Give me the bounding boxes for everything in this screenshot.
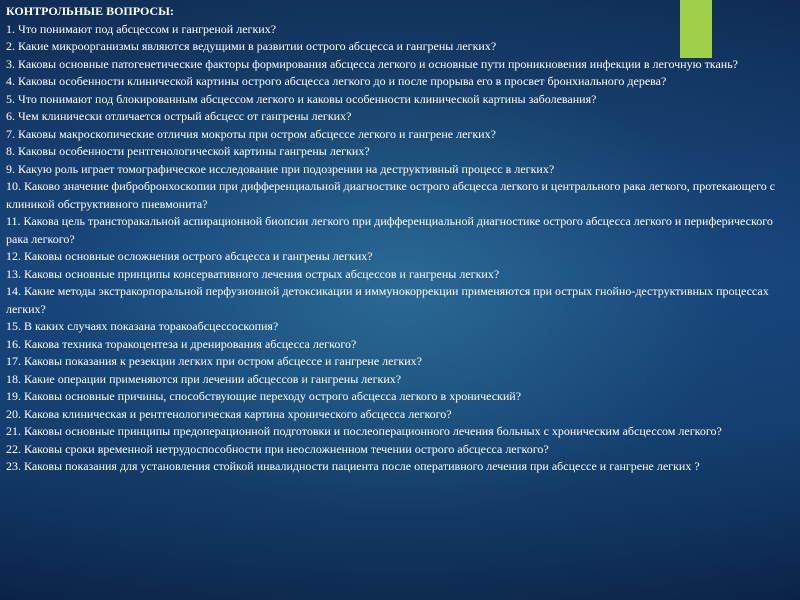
question-item: 23. Каковы показания для установления стойкой инвалидности пациента после оперативного лечения при абсцессе и гангрене легких ?	[6, 459, 700, 473]
question-item: 14. Какие методы экстракорпоральной перфузионной детоксикации и иммунокоррекции применяются при острых гнойно-деструктивных процессах легких?	[6, 284, 769, 316]
questions-section	[6, 3, 786, 476]
question-item: 8. Каковы особенности рентгенологической картины гангрены легких?	[6, 144, 370, 158]
question-item: 19. Каковы основные причины, способствующие переходу острого абсцесса легкого в хронический?	[6, 389, 522, 403]
question-item: 7. Каковы макроскопические отличия мокроты при остром абсцессе легкого и гангрене легких?	[6, 126, 496, 141]
question-item: 20. Какова клиническая и рентгенологическая картина хронического абсцесса легкого?	[6, 406, 452, 421]
question-item: 21. Каковы основные принципы предоперационной подготовки и послеоперационного лечения больных с хроническим абсцессом легкого?	[6, 424, 722, 438]
question-item: 12. Каковы основные осложнения острого абсцесса и гангрены легких?	[6, 249, 373, 263]
question-item: 1. Что понимают под абсцессом и гангреной легких?	[6, 21, 277, 36]
question-item: 18. Какие операции применяются при лечении абсцессов и гангрены легких?	[6, 371, 402, 386]
question-item: 15. В каких случаях показана торакоабсцессоскопия?	[6, 319, 279, 333]
question-item: 6. Чем клинически отличается острый абсцесс от гангрены легких?	[6, 109, 352, 123]
question-item: 5. Что понимают под блокированным абсцессом легкого и каковы особенности клинической картины заболевания?	[6, 91, 597, 106]
question-item: 11. Какова цель трансторакальной аспирационной биопсии легкого при дифференциальной диагностике острого абсцесса легкого и периферического рака легкого?	[6, 214, 773, 246]
question-item: 3. Каковы основные патогенетические факторы формирования абсцесса легкого и основные пути проникновения инфекции в легочную ткань?	[6, 56, 739, 71]
question-item: 16. Какова техника торакоцентеза и дренирования абсцесса легкого?	[6, 336, 357, 351]
question-item: 9. Какую роль играет томографическое исследование при подозрении на деструктивный процесс в легких?	[6, 161, 555, 176]
question-item: 2. Какие микроорганизмы являются ведущими в развитии острого абсцесса и гангрены легких?	[6, 39, 497, 53]
question-item: 13. Каковы основные принципы консервативного лечения острых абсцессов и гангрены легких?	[6, 266, 500, 281]
question-item: 22. Каковы сроки временной нетрудоспособности при неосложненном течении острого абсцесса легкого?	[6, 441, 549, 456]
question-item: 4. Каковы особенности клинической картины острого абсцесса легкого до и после прорыва его в просвет бронхиального дерева?	[6, 74, 667, 88]
question-item: 10. Каково значение фибробронхоскопии при дифференциальной диагностике острого абсцесса легкого и центрального рака легкого, протекающего с клиникой обструктивного пневмонита?	[6, 179, 776, 211]
page-title: КОНТРОЛЬНЫЕ ВОПРОСЫ:	[6, 4, 174, 18]
question-item: 17. Каковы показания к резекции легких при остром абсцессе и гангрене легких?	[6, 354, 422, 368]
